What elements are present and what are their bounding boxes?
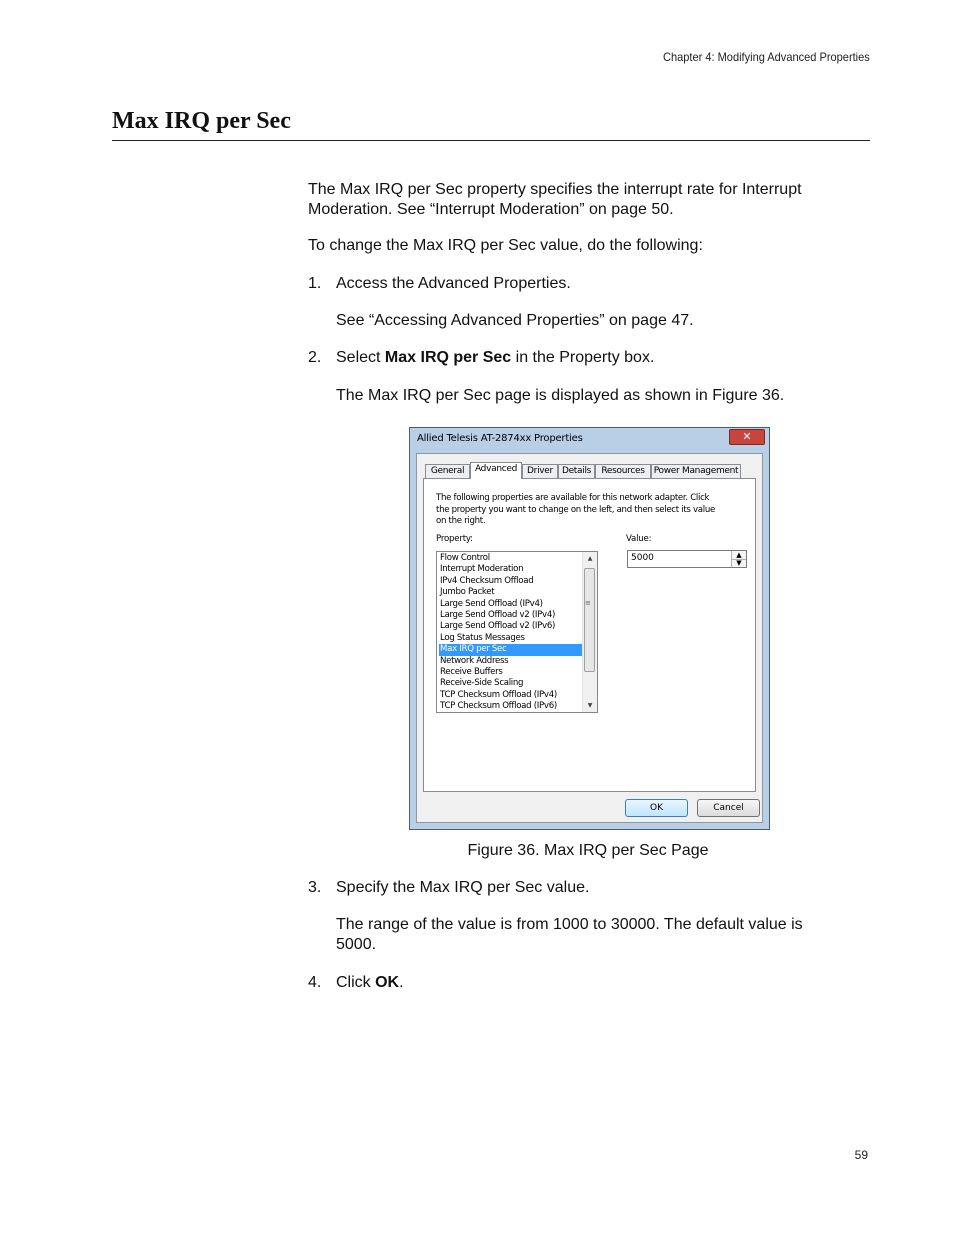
figure-caption: Figure 36. Max IRQ per Sec Page bbox=[467, 842, 709, 859]
step-note-line: The range of the value is from 1000 to 30000. The default value is bbox=[336, 916, 803, 933]
scroll-up-icon[interactable]: ▲ bbox=[587, 555, 593, 562]
value-input[interactable]: 5000 bbox=[631, 553, 654, 563]
page-number: 59 bbox=[854, 1148, 868, 1162]
intro-paragraph bbox=[308, 180, 868, 220]
step-number: 4. bbox=[308, 974, 322, 991]
dialog-client-area bbox=[416, 453, 763, 823]
properties-dialog bbox=[409, 427, 770, 830]
description-line: the property you want to change on the left, and then select its value bbox=[436, 504, 715, 515]
dialog-title: Allied Telesis AT-2874xx Properties bbox=[417, 433, 583, 444]
description-line: The following properties are available for this network adapter. Click bbox=[436, 493, 710, 503]
step-text-post: in the Property box. bbox=[511, 349, 655, 366]
step-number: 2. bbox=[308, 349, 322, 366]
property-listbox[interactable] bbox=[436, 551, 598, 713]
spin-buttons bbox=[731, 551, 746, 567]
intro-line-1: The Max IRQ per Sec property specifies the interrupt rate for Interrupt bbox=[308, 181, 802, 198]
tab-advanced[interactable]: Advanced bbox=[470, 462, 522, 479]
scroll-thumb[interactable] bbox=[584, 568, 595, 672]
step-text-bold: OK bbox=[375, 974, 400, 991]
list-item[interactable]: TCP Checksum Offload (IPv4) bbox=[440, 689, 557, 700]
list-item[interactable]: Interrupt Moderation bbox=[440, 564, 524, 575]
value-spinbox[interactable] bbox=[627, 550, 747, 568]
list-item[interactable]: Jumbo Packet bbox=[440, 587, 495, 598]
advanced-tab-panel bbox=[423, 478, 756, 792]
step-text-pre: Click bbox=[336, 974, 376, 991]
tab-resources[interactable]: Resources bbox=[595, 464, 651, 478]
list-item[interactable]: Network Address bbox=[440, 655, 509, 666]
description-line: on the right. bbox=[436, 516, 486, 526]
ok-button[interactable]: OK bbox=[625, 799, 688, 817]
spin-down-icon[interactable]: ▼ bbox=[736, 559, 742, 567]
step-text bbox=[336, 348, 866, 368]
step-note-line: 5000. bbox=[336, 936, 377, 953]
value-label: Value: bbox=[626, 534, 652, 544]
tab-details[interactable]: Details bbox=[558, 464, 595, 478]
step-text-pre: Select bbox=[336, 349, 385, 366]
spin-up-icon[interactable]: ▲ bbox=[732, 551, 746, 560]
scroll-down-icon[interactable]: ▼ bbox=[587, 702, 593, 709]
list-item[interactable]: Receive Buffers bbox=[440, 667, 503, 677]
step-text-post: . bbox=[399, 974, 404, 991]
cancel-button[interactable]: Cancel bbox=[697, 799, 760, 817]
step-text-bold: Max IRQ per Sec bbox=[384, 349, 512, 366]
step-note: The Max IRQ per Sec page is displayed as shown in Figure 36. bbox=[336, 387, 785, 404]
list-item-selected[interactable]: Max IRQ per Sec bbox=[439, 644, 583, 655]
tab-general[interactable]: General bbox=[425, 464, 470, 478]
tab-driver[interactable]: Driver bbox=[522, 464, 558, 478]
list-item[interactable]: Large Send Offload v2 (IPv4) bbox=[440, 610, 556, 620]
list-item[interactable]: Flow Control bbox=[440, 553, 490, 563]
running-head: Chapter 4: Modifying Advanced Properties bbox=[663, 50, 870, 64]
list-item[interactable]: IPv4 Checksum Offload bbox=[440, 575, 534, 586]
list-item[interactable]: Large Send Offload (IPv4) bbox=[440, 598, 543, 609]
step-text: Specify the Max IRQ per Sec value. bbox=[336, 879, 590, 896]
description-text bbox=[436, 493, 736, 528]
close-icon[interactable]: ✕ bbox=[729, 429, 765, 445]
step-text: Access the Advanced Properties. bbox=[336, 275, 571, 292]
step-note bbox=[336, 915, 866, 955]
listbox-scrollbar[interactable] bbox=[582, 552, 597, 712]
section-title: Max IRQ per Sec bbox=[112, 108, 291, 134]
list-item[interactable]: Receive-Side Scaling bbox=[440, 678, 524, 689]
tab-power-management[interactable]: Power Management bbox=[651, 464, 741, 478]
step-number: 3. bbox=[308, 879, 322, 896]
list-item[interactable]: TCP Checksum Offload (IPv6) bbox=[440, 701, 557, 712]
step-number: 1. bbox=[308, 275, 322, 292]
list-item[interactable]: Large Send Offload v2 (IPv6) bbox=[440, 621, 556, 632]
intro-line-2: Moderation. See “Interrupt Moderation” on page 50. bbox=[308, 201, 674, 218]
step-text bbox=[336, 973, 866, 993]
property-label: Property: bbox=[436, 534, 473, 544]
list-item[interactable]: Log Status Messages bbox=[440, 632, 525, 643]
step-note: See “Accessing Advanced Properties” on page 47. bbox=[336, 312, 694, 329]
grip-icon: ≡ bbox=[585, 599, 591, 607]
title-rule bbox=[112, 140, 870, 141]
change-intro: To change the Max IRQ per Sec value, do the following: bbox=[308, 237, 703, 254]
